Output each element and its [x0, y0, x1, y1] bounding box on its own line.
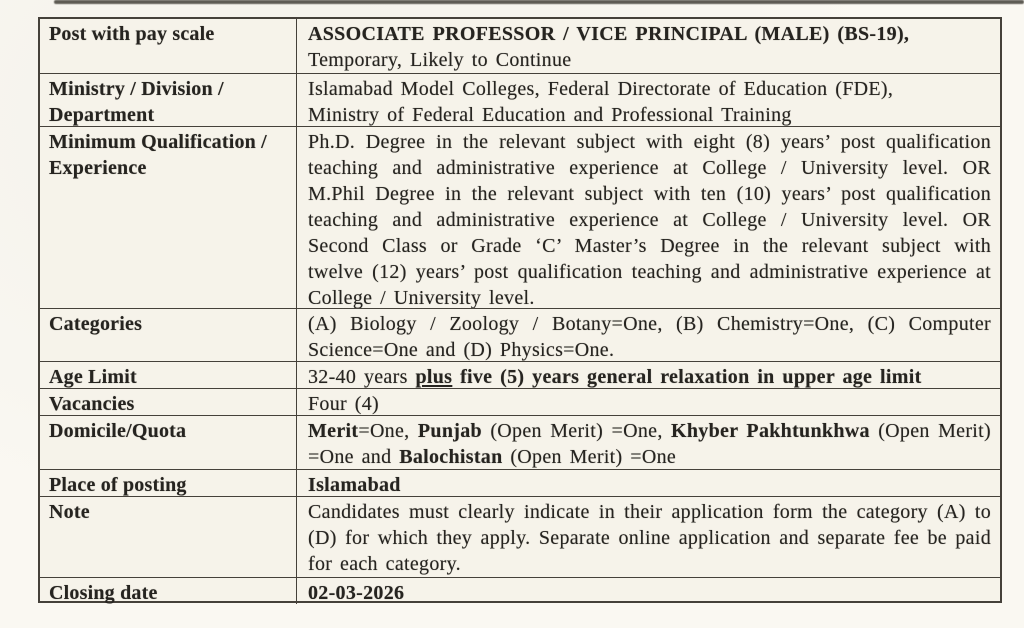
- row-label: [40, 19, 297, 73]
- row-value: [297, 19, 1000, 73]
- table-row: [40, 577, 1000, 604]
- row-label: [40, 127, 297, 308]
- row-label: [40, 416, 297, 469]
- row-value: [297, 389, 1000, 415]
- row-value: [297, 578, 1000, 604]
- value-segment: (A) Biology / Zoology / Botany=One, (B) Chemistry=One, (C) Computer Science=One and (D) Physics=One.: [308, 313, 991, 361]
- value-segment: Ministry of Federal Education and Professional Training: [308, 104, 792, 126]
- row-label-text: Minimum Qualification / Experience: [49, 131, 267, 179]
- row-label-text: Post with pay scale: [49, 23, 215, 45]
- row-value: [297, 497, 1000, 577]
- row-label: [40, 362, 297, 388]
- row-value: [297, 470, 1000, 496]
- row-value: [297, 309, 1000, 361]
- row-label: [40, 309, 297, 361]
- job-advertisement-table: [38, 17, 1002, 603]
- row-label: [40, 389, 297, 415]
- row-label-text: Note: [49, 501, 90, 523]
- value-segment: Balochistan: [399, 446, 503, 468]
- value-segment: (Open Merit) =One and: [308, 420, 991, 468]
- table-row: [40, 19, 1000, 73]
- row-label-text: Closing date: [49, 582, 158, 604]
- row-label-text: Age Limit: [49, 366, 137, 388]
- row-label: [40, 74, 297, 126]
- row-label-text: Place of posting: [49, 474, 187, 496]
- table-row: [40, 361, 1000, 388]
- value-segment: (Open Merit) =One: [502, 446, 677, 468]
- value-segment: five (5) years general relaxation in upper age limit: [452, 366, 922, 388]
- table-row: [40, 73, 1000, 126]
- table-row: [40, 308, 1000, 361]
- row-value: [297, 416, 1000, 469]
- scan-artifact-line: [54, 0, 1024, 4]
- value-segment: Khyber Pakhtunkhwa: [671, 420, 870, 442]
- value-segment: Islamabad: [308, 474, 401, 496]
- value-segment: Punjab: [417, 420, 482, 442]
- value-segment: Temporary, Likely to Continue: [308, 49, 572, 71]
- row-value: [297, 74, 1000, 126]
- row-label-text: Ministry / Division / Department: [49, 78, 224, 126]
- value-segment: Ph.D. Degree in the relevant subject with eight (8) years’ post qualification teaching and administrative experience at College / University level. OR M.Phil Degree in the relevant subject with ten (10) years’ post qualification teaching and administrative experience at College / University level. OR Second Class or Grade ‘C’ Master’s Degree in the relevant subject with twelve (12) years’ post qualification teaching and administrative experience at College / University level.: [308, 131, 991, 308]
- value-segment: plus: [415, 366, 453, 388]
- value-segment: 02-03-2026: [308, 582, 405, 604]
- table-row: [40, 126, 1000, 308]
- row-label: [40, 497, 297, 577]
- table-row: [40, 469, 1000, 496]
- value-segment: Four (4): [308, 393, 380, 415]
- table-row: [40, 415, 1000, 469]
- value-segment: 32-40 years: [308, 366, 416, 388]
- value-segment: =One,: [358, 420, 418, 442]
- row-value: [297, 362, 1000, 388]
- row-value: [297, 127, 1000, 308]
- value-segment: Candidates must clearly indicate in their application form the category (A) to (D) for which they apply. Separate online application and separate fee be paid for each category.: [308, 501, 991, 575]
- row-label-text: Vacancies: [49, 393, 135, 415]
- value-segment: (Open Merit) =One,: [481, 420, 672, 442]
- value-segment: Merit: [308, 420, 359, 442]
- row-label: [40, 470, 297, 496]
- value-segment: Islamabad Model Colleges, Federal Directorate of Education (FDE),: [308, 78, 894, 100]
- table-row: [40, 388, 1000, 415]
- table-row: [40, 496, 1000, 577]
- row-label: [40, 578, 297, 604]
- row-label-text: Domicile/Quota: [49, 420, 187, 442]
- row-label-text: Categories: [49, 313, 143, 335]
- value-segment: ASSOCIATE PROFESSOR / VICE PRINCIPAL (MALE) (BS-19),: [308, 23, 910, 45]
